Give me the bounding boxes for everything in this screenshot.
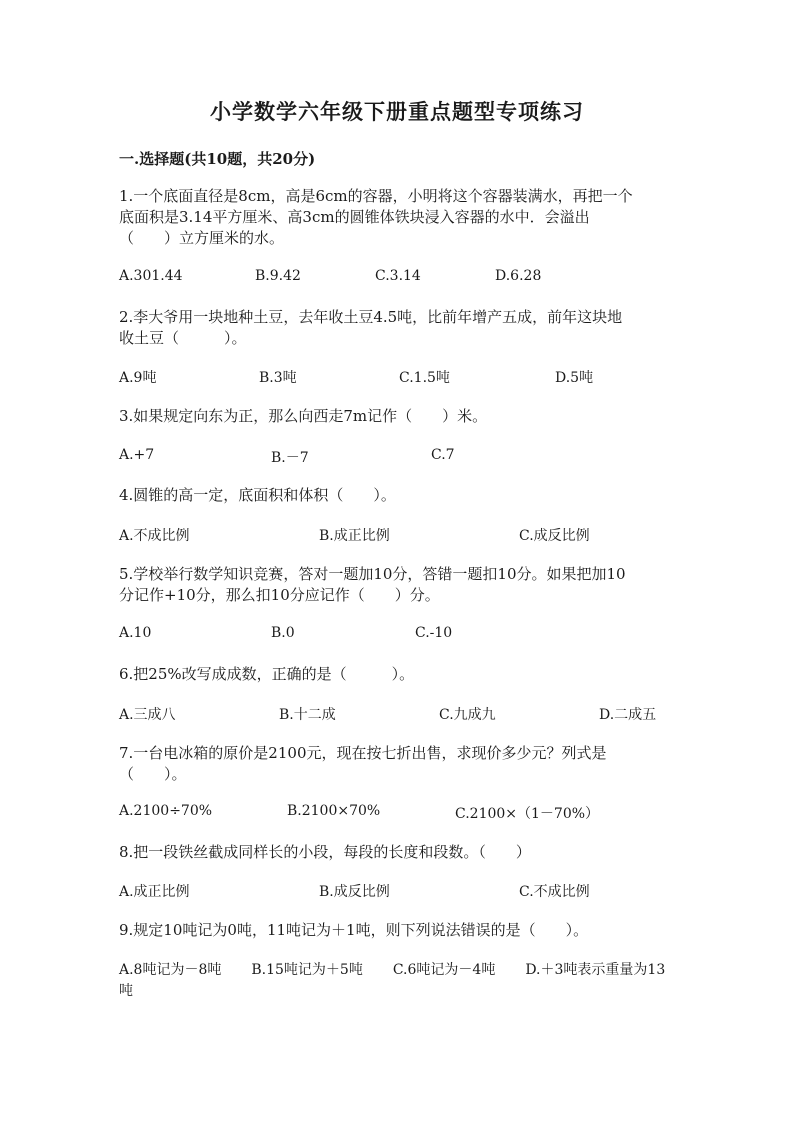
question-5-option-c[interactable]: C.-10 [415, 625, 453, 641]
question-2-options [119, 367, 679, 389]
question-7-line-1: 7.一台电冰箱的原价是2100元，现在按七折出售，求现价多少元？列式是 [119, 744, 607, 762]
question-3 [119, 406, 679, 427]
question-4-option-a[interactable]: A.不成比例 [119, 528, 190, 544]
question-5-options [119, 625, 679, 647]
question-5-line-2: 分记作+10分，那么扣10分应记作（ ）分。 [119, 586, 440, 604]
question-8-option-b[interactable]: B.成反比例 [319, 884, 390, 900]
question-8-option-a[interactable]: A.成正比例 [119, 884, 190, 900]
question-4-option-b[interactable]: B.成正比例 [319, 528, 390, 544]
question-1-option-c[interactable]: C.3.14 [375, 268, 421, 284]
question-9-option-d[interactable]: D.＋3吨表示重量为13吨 [119, 962, 666, 999]
question-1 [119, 186, 679, 249]
question-7-option-b[interactable]: B.2100×70% [287, 803, 381, 819]
question-4 [119, 485, 679, 506]
question-1-option-b[interactable]: B.9.42 [255, 268, 301, 284]
question-6-option-c[interactable]: C.九成九 [439, 707, 496, 723]
page-title: 小学数学六年级下册重点题型专项练习 [210, 99, 584, 124]
question-5 [119, 564, 679, 606]
question-7-line-2: （ ）。 [119, 765, 187, 783]
question-1-line-2: 底面积是3.14平方厘米、高3cm的圆锥体铁块浸入容器的水中．会溢出 [119, 208, 590, 226]
question-3-line-1: 3.如果规定向东为正，那么向西走7m记作（ ）米。 [119, 407, 488, 425]
question-4-option-c[interactable]: C.成反比例 [519, 528, 590, 544]
question-1-options [119, 268, 679, 290]
question-1-line-1: 1.一个底面直径是8cm，高是6cm的容器，小明将这个容器装满水，再把一个 [119, 187, 633, 205]
question-2-option-b[interactable]: B.3吨 [259, 370, 297, 386]
question-2-option-c[interactable]: C.1.5吨 [399, 370, 450, 386]
question-7-option-c[interactable]: C.2100×（1－70%） [455, 806, 600, 822]
question-6-line-1: 6.把25%改写成成数，正确的是（ ）。 [119, 665, 415, 683]
question-5-option-a[interactable]: A.10 [119, 625, 152, 641]
question-2-option-a[interactable]: A.9吨 [119, 370, 157, 386]
question-9 [119, 920, 679, 941]
question-3-option-c[interactable]: C.7 [431, 447, 455, 463]
question-6-option-a[interactable]: A.三成八 [119, 707, 176, 723]
question-2-line-2: 收土豆（ ）。 [119, 329, 247, 347]
section-heading: 一.选择题(共10题，共20分) [119, 150, 316, 168]
question-2 [119, 307, 679, 349]
question-5-option-b[interactable]: B.0 [271, 625, 295, 641]
question-1-line-3: （ ）立方厘米的水。 [119, 229, 285, 247]
question-7-option-a[interactable]: A.2100÷70% [119, 803, 213, 819]
question-3-option-b[interactable]: B.－7 [271, 450, 309, 466]
question-7-options [119, 803, 679, 825]
question-8-options [119, 881, 679, 903]
question-1-option-a[interactable]: A.301.44 [119, 268, 183, 284]
question-4-options [119, 525, 679, 547]
question-3-option-a[interactable]: A.+7 [119, 447, 155, 463]
question-2-line-1: 2.李大爷用一块地种土豆，去年收土豆4.5吨，比前年增产五成，前年这块地 [119, 308, 623, 326]
question-9-option-a[interactable]: A.8吨记为－8吨 [119, 962, 222, 978]
question-3-options [119, 447, 679, 469]
question-2-option-d[interactable]: D.5吨 [555, 370, 594, 386]
question-9-line-1: 9.规定10吨记为0吨，11吨记为＋1吨，则下列说法错误的是（ ）。 [119, 921, 589, 939]
question-6 [119, 664, 679, 685]
question-5-line-1: 5.学校举行数学知识竞赛，答对一题加10分，答错一题扣10分。如果把加10 [119, 565, 626, 583]
question-8-line-1: 8.把一段铁丝截成同样长的小段，每段的长度和段数。（ ） [119, 843, 531, 861]
question-8 [119, 842, 679, 863]
question-6-options [119, 704, 679, 726]
question-8-option-c[interactable]: C.不成比例 [519, 884, 590, 900]
question-7 [119, 743, 679, 785]
question-1-option-d[interactable]: D.6.28 [495, 268, 542, 284]
question-9-option-c[interactable]: C.6吨记为－4吨 [392, 962, 496, 978]
question-9-option-b[interactable]: B.15吨记为＋5吨 [251, 962, 363, 978]
question-4-line-1: 4.圆锥的高一定，底面积和体积（ ）。 [119, 486, 396, 504]
question-6-option-b[interactable]: B.十二成 [279, 707, 336, 723]
question-9-options [119, 960, 679, 1002]
question-6-option-d[interactable]: D.二成五 [599, 707, 657, 723]
